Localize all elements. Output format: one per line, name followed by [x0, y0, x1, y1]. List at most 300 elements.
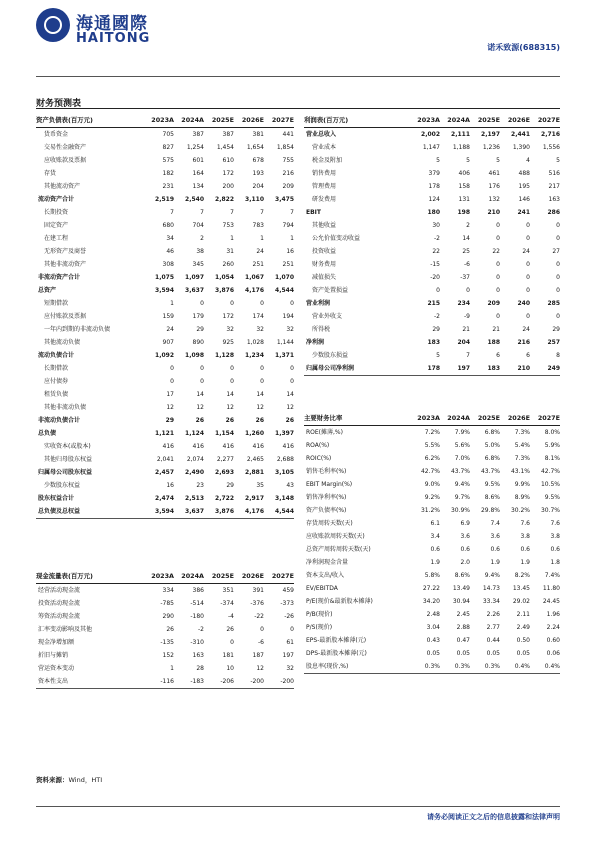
table-row — [36, 167, 294, 180]
row-value: 2,693 — [215, 469, 234, 476]
table-row — [36, 623, 294, 636]
column-header: 2024A — [440, 114, 470, 128]
row-value: -116 — [144, 675, 174, 689]
row-value: 4,544 — [275, 287, 294, 294]
table-row — [304, 258, 560, 271]
row-label: 研发费用 — [312, 196, 337, 203]
row-label: 无形资产及商誉 — [44, 248, 87, 255]
table-title: 主要财务比率 — [304, 412, 410, 426]
table-row — [304, 336, 560, 349]
row-label: 实收资本(或股本) — [44, 443, 91, 450]
row-value: 124 — [428, 196, 440, 203]
row-value: 7 — [230, 209, 234, 216]
row-value: 3,594 — [144, 505, 174, 519]
row-label: 资产处置损益 — [312, 287, 349, 294]
table-row — [36, 453, 294, 466]
row-value: 5.9% — [544, 442, 560, 449]
row-value: 25 — [462, 248, 470, 255]
row-value: 0.05 — [426, 650, 440, 657]
column-header: 2026E — [234, 570, 264, 584]
row-value: 31.2% — [420, 507, 440, 514]
row-value: 3.8 — [520, 533, 530, 540]
row-label: 短期借款 — [44, 300, 69, 307]
table-row — [36, 271, 294, 284]
row-value: 1,067 — [245, 274, 264, 281]
row-value: 3,594 — [155, 287, 174, 294]
row-value: 0 — [526, 274, 530, 281]
row-value: 8.0% — [544, 429, 560, 436]
row-value: 29 — [226, 482, 234, 489]
row-value: 26 — [226, 626, 234, 633]
row-value: 178 — [410, 362, 440, 376]
row-label: 税金及附加 — [312, 157, 343, 164]
row-value: 7.6 — [520, 520, 530, 527]
row-value: 257 — [547, 339, 560, 346]
row-value: 9.7% — [454, 494, 470, 501]
row-label: 公允价值变动收益 — [312, 235, 361, 242]
row-value: 61 — [286, 639, 294, 646]
table-row — [36, 466, 294, 479]
row-value: -183 — [174, 675, 204, 689]
row-label: 营业成本 — [312, 144, 337, 151]
row-value: 0 — [200, 300, 204, 307]
row-label: 总资产 — [38, 287, 57, 294]
table-row — [36, 597, 294, 610]
footer-divider — [36, 806, 560, 807]
balance-sheet-table — [36, 114, 294, 519]
table-row — [304, 660, 560, 674]
row-value: 3.6 — [490, 533, 500, 540]
row-value: 2,474 — [155, 495, 174, 502]
row-value: 387 — [192, 131, 204, 138]
row-label: 应收账款周转天数(天) — [306, 533, 365, 540]
row-value: 32 — [286, 326, 294, 333]
table-row — [304, 206, 560, 219]
row-value: 43.1% — [510, 468, 530, 475]
row-value: 5.0% — [484, 442, 500, 449]
row-value: 31 — [226, 248, 234, 255]
row-value: 1,121 — [155, 430, 174, 437]
row-value: 0 — [230, 300, 234, 307]
row-value: 3,876 — [204, 505, 234, 519]
row-label: ROIC(%) — [306, 455, 332, 462]
row-value: 1,128 — [215, 352, 234, 359]
logo-english-text: HAITONG — [76, 31, 151, 46]
row-value: 7.9% — [454, 429, 470, 436]
row-value: 32 — [256, 326, 264, 333]
row-value: 216 — [282, 170, 294, 177]
row-value: 5.4% — [514, 442, 530, 449]
table-row — [36, 193, 294, 206]
row-value: 8.9% — [514, 494, 530, 501]
table-row — [36, 414, 294, 427]
row-value: -785 — [160, 600, 174, 607]
row-label: 股息率(现价,%) — [304, 660, 410, 674]
row-value: 159 — [162, 313, 174, 320]
row-value: 783 — [252, 222, 264, 229]
row-value: -20 — [430, 274, 440, 281]
row-value: 5 — [496, 157, 500, 164]
row-value: 2,881 — [245, 469, 264, 476]
row-value: 0.3% — [440, 660, 470, 674]
row-value: 179 — [192, 313, 204, 320]
row-value: 23 — [196, 482, 204, 489]
row-value: 5 — [436, 157, 440, 164]
row-value: 217 — [548, 183, 560, 190]
row-value: 345 — [192, 261, 204, 268]
row-value: 0 — [526, 287, 530, 294]
row-value: 132 — [488, 196, 500, 203]
row-label: 非流动负债合计 — [38, 417, 81, 424]
row-value: 24 — [522, 248, 530, 255]
table-row — [36, 219, 294, 232]
row-value: -206 — [204, 675, 234, 689]
row-value: 0 — [200, 365, 204, 372]
row-value: 0.6 — [430, 546, 440, 553]
row-value: 381 — [252, 131, 264, 138]
table-row — [36, 584, 294, 598]
row-value: 9.2% — [424, 494, 440, 501]
row-value: 1,188 — [452, 144, 470, 151]
row-value: 1,654 — [246, 144, 264, 151]
row-value: -135 — [160, 639, 174, 646]
haitong-logo — [36, 8, 196, 50]
row-label: 折旧与摊销 — [38, 652, 69, 659]
row-value: 30.2% — [510, 507, 530, 514]
row-value: 8.2% — [514, 572, 530, 579]
row-label: 租赁负债 — [44, 391, 69, 398]
table-header-row — [36, 114, 294, 128]
row-value: 488 — [518, 170, 530, 177]
row-value: 2 — [466, 222, 470, 229]
row-value: 24 — [256, 248, 264, 255]
row-label: 财务费用 — [312, 261, 337, 268]
row-label: 净利润现金含量 — [306, 559, 349, 566]
row-value: 4 — [526, 157, 530, 164]
row-value: 9.4% — [484, 572, 500, 579]
row-value: 8.1% — [544, 455, 560, 462]
row-value: 8.6% — [484, 494, 500, 501]
row-value: 1,556 — [542, 144, 560, 151]
table-row — [304, 232, 560, 245]
row-value: 0.05 — [486, 650, 500, 657]
row-value: 193 — [252, 170, 264, 177]
row-value: 29 — [196, 326, 204, 333]
row-value: 134 — [192, 183, 204, 190]
row-value: 13.49 — [452, 585, 470, 592]
table-row — [304, 647, 560, 660]
row-value: 180 — [427, 209, 440, 216]
table-header-row — [304, 412, 560, 426]
row-value: 33.34 — [482, 598, 500, 605]
row-value: 6.8% — [484, 455, 500, 462]
row-value: 32 — [286, 665, 294, 672]
row-value: 0 — [556, 222, 560, 229]
row-value: 3,110 — [245, 196, 264, 203]
row-value: 29 — [552, 326, 560, 333]
row-value: 1,092 — [155, 352, 174, 359]
table-row — [36, 636, 294, 649]
row-label: 所得税 — [312, 326, 331, 333]
row-value: 28 — [196, 665, 204, 672]
row-value: -6 — [258, 639, 264, 646]
row-value: -9 — [464, 313, 470, 320]
row-value: 26 — [255, 417, 264, 424]
row-value: 182 — [162, 170, 174, 177]
row-label: 投资收益 — [312, 248, 337, 255]
row-value: 197 — [282, 652, 294, 659]
row-label: 营运资本变动 — [38, 665, 75, 672]
row-value: 26 — [195, 417, 204, 424]
row-value: 1 — [230, 235, 234, 242]
row-value: 16 — [286, 248, 294, 255]
row-label: 存货 — [44, 170, 57, 177]
row-value: 1 — [170, 665, 174, 672]
row-value: -22 — [254, 613, 264, 620]
row-value: 2,519 — [155, 196, 174, 203]
row-value: 0 — [496, 222, 500, 229]
row-value: -200 — [234, 675, 264, 689]
row-value: 0 — [260, 378, 264, 385]
row-value: 1,075 — [155, 274, 174, 281]
table-header-row — [304, 114, 560, 128]
row-value: 1,236 — [482, 144, 500, 151]
table-row — [304, 439, 560, 452]
row-value: 0 — [200, 378, 204, 385]
row-value: 351 — [222, 587, 234, 594]
row-value: 2,917 — [245, 495, 264, 502]
row-value: 0 — [556, 274, 560, 281]
row-label: 固定资产 — [44, 222, 69, 229]
table-row — [36, 388, 294, 401]
row-value: 0 — [290, 378, 294, 385]
row-value: 308 — [162, 261, 174, 268]
row-value: 2,041 — [156, 456, 174, 463]
row-value: 183 — [427, 339, 440, 346]
row-value: 24 — [522, 326, 530, 333]
row-value: 753 — [222, 222, 234, 229]
row-value: 0.05 — [456, 650, 470, 657]
row-value: 416 — [222, 443, 234, 450]
row-value: 12 — [196, 404, 204, 411]
row-value: 610 — [222, 157, 234, 164]
row-value: 1,390 — [512, 144, 530, 151]
row-value: 285 — [547, 300, 560, 307]
row-value: 14 — [226, 391, 234, 398]
row-value: 7.4% — [544, 572, 560, 579]
row-value: -200 — [264, 675, 294, 689]
table-row — [36, 310, 294, 323]
row-value: 7 — [290, 209, 294, 216]
row-label: 汇率变动影响及其他 — [38, 626, 93, 633]
row-value: 0.60 — [546, 637, 560, 644]
table-row — [36, 675, 294, 689]
row-value: 163 — [548, 196, 560, 203]
row-value: 0.6 — [550, 546, 560, 553]
table-row — [36, 323, 294, 336]
row-value: -2 — [198, 626, 204, 633]
table-row — [304, 154, 560, 167]
row-value: 0 — [496, 261, 500, 268]
row-value: 176 — [488, 183, 500, 190]
table-row — [304, 621, 560, 634]
title-divider — [36, 108, 560, 109]
table-row — [36, 245, 294, 258]
row-value: 0 — [290, 365, 294, 372]
row-value: 14 — [286, 391, 294, 398]
row-value: 7.2% — [424, 429, 440, 436]
row-value: 10.5% — [540, 481, 560, 488]
row-value: 0 — [556, 235, 560, 242]
row-value: 0 — [260, 300, 264, 307]
row-value: 163 — [192, 652, 204, 659]
row-value: 0.6 — [520, 546, 530, 553]
row-value: 1,144 — [276, 339, 294, 346]
row-value: 907 — [162, 339, 174, 346]
row-label: 少数股东损益 — [312, 352, 349, 359]
row-value: 231 — [162, 183, 174, 190]
row-value: 0 — [556, 287, 560, 294]
row-label: 长期借款 — [44, 365, 69, 372]
column-header: 2023A — [410, 114, 440, 128]
row-value: 0 — [526, 261, 530, 268]
row-value: 406 — [458, 170, 470, 177]
table-row — [304, 362, 560, 376]
table-row — [304, 543, 560, 556]
row-value: 38 — [196, 248, 204, 255]
row-value: 2.24 — [546, 624, 560, 631]
table-row — [304, 271, 560, 284]
row-label: 其他归母股东权益 — [44, 456, 93, 463]
row-value: 0 — [496, 287, 500, 294]
row-value: 42.7% — [540, 468, 560, 475]
row-label: ROA(%) — [306, 442, 330, 449]
row-value: 240 — [517, 300, 530, 307]
row-value: 30.94 — [452, 598, 470, 605]
row-value: 2,465 — [246, 456, 264, 463]
row-value: 1.9 — [520, 559, 530, 566]
row-value: 704 — [192, 222, 204, 229]
row-value: 0 — [230, 639, 234, 646]
row-value: 705 — [162, 131, 174, 138]
row-value: 178 — [428, 183, 440, 190]
row-value: 6 — [496, 352, 500, 359]
table-row — [304, 180, 560, 193]
row-value: 216 — [517, 339, 530, 346]
table-row — [304, 504, 560, 517]
row-value: 29 — [165, 417, 174, 424]
row-value: 1,097 — [185, 274, 204, 281]
row-value: 0 — [496, 313, 500, 320]
row-value: -37 — [460, 274, 470, 281]
row-value: 1,454 — [216, 144, 234, 151]
row-value: 30.9% — [450, 507, 470, 514]
table-row — [304, 452, 560, 465]
row-value: -374 — [220, 600, 234, 607]
row-value: 1 — [260, 235, 264, 242]
row-value: 215 — [427, 300, 440, 307]
row-label: 在建工程 — [44, 235, 69, 242]
table-row — [304, 310, 560, 323]
row-value: 0.3% — [470, 660, 500, 674]
row-value: 1,371 — [275, 352, 294, 359]
row-value: 1.8 — [550, 559, 560, 566]
row-value: 3,475 — [275, 196, 294, 203]
row-value: 46 — [166, 248, 174, 255]
row-value: 827 — [162, 144, 174, 151]
row-value: 197 — [440, 362, 470, 376]
row-value: 7 — [260, 209, 264, 216]
row-value: 24 — [166, 326, 174, 333]
data-source — [36, 775, 102, 784]
table-row — [304, 517, 560, 530]
row-value: 0 — [290, 626, 294, 633]
table-row — [36, 128, 294, 142]
row-value: 0 — [230, 365, 234, 372]
row-value: 11.80 — [542, 585, 560, 592]
row-value: 9.4% — [454, 481, 470, 488]
table-title: 资产负债表(百万元) — [36, 114, 144, 128]
row-value: 0.6 — [460, 546, 470, 553]
row-label: 筹资活动现金流 — [38, 613, 81, 620]
row-value: 172 — [222, 170, 234, 177]
row-label: 其他流动负债 — [44, 339, 81, 346]
row-value: 188 — [487, 339, 500, 346]
row-value: -26 — [284, 613, 294, 620]
row-label: 长期投资 — [44, 209, 69, 216]
row-value: 1 — [290, 235, 294, 242]
row-value: 2,111 — [451, 131, 470, 138]
row-value: -2 — [434, 313, 440, 320]
row-label: 应付账款及票据 — [44, 313, 87, 320]
row-value: 1,234 — [245, 352, 264, 359]
row-value: 0 — [170, 365, 174, 372]
row-label: EBIT Margin(%) — [306, 481, 353, 488]
row-value: 0.47 — [456, 637, 470, 644]
column-header: 2024A — [174, 570, 204, 584]
row-value: 0.4% — [530, 660, 560, 674]
row-value: 12 — [226, 404, 234, 411]
table-row — [304, 608, 560, 621]
row-value: 391 — [252, 587, 264, 594]
row-value: 3,148 — [275, 495, 294, 502]
row-value: 1.9 — [490, 559, 500, 566]
row-value: 2.49 — [516, 624, 530, 631]
row-value: 387 — [222, 131, 234, 138]
row-value: 4,544 — [264, 505, 294, 519]
row-value: 7 — [200, 209, 204, 216]
row-value: 24.45 — [542, 598, 560, 605]
row-value: 0 — [290, 300, 294, 307]
row-value: -2 — [434, 235, 440, 242]
row-value: 43.7% — [450, 468, 470, 475]
row-value: 0.50 — [516, 637, 530, 644]
row-label: 应付债券 — [44, 378, 69, 385]
row-value: 251 — [252, 261, 264, 268]
row-value: 379 — [428, 170, 440, 177]
row-value: 3.8 — [550, 533, 560, 540]
table-row — [36, 610, 294, 623]
haitong-logo-icon — [36, 8, 70, 42]
row-value: 2.11 — [516, 611, 530, 618]
row-value: 5 — [436, 352, 440, 359]
row-value: 164 — [192, 170, 204, 177]
row-value: 5.5% — [424, 442, 440, 449]
row-value: 516 — [548, 170, 560, 177]
row-value: 2,722 — [215, 495, 234, 502]
row-value: 174 — [252, 313, 264, 320]
table-row — [36, 362, 294, 375]
